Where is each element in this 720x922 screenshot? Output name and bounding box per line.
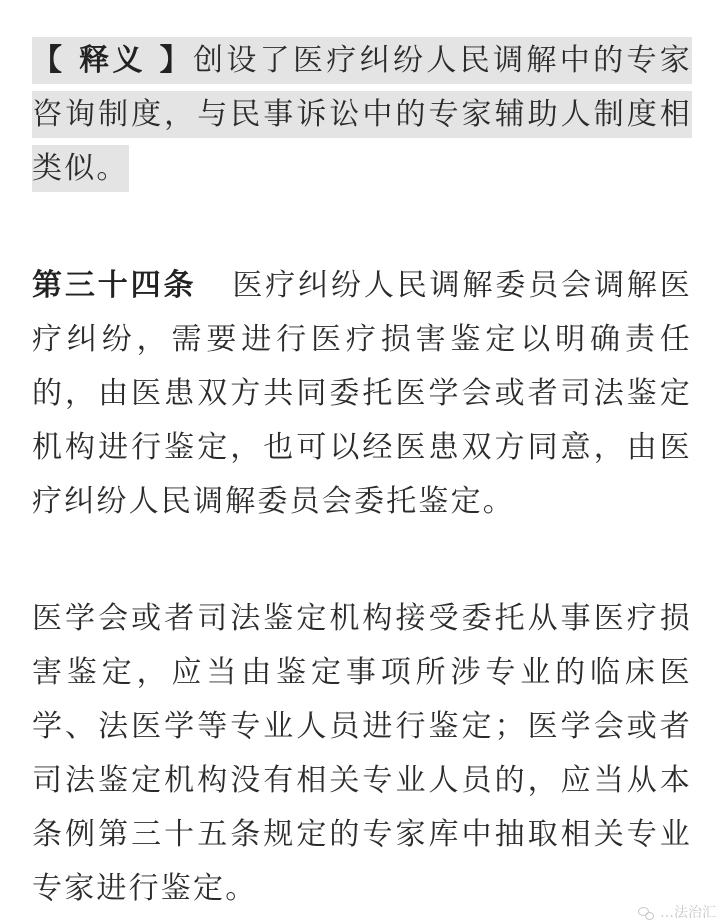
article-text-1: 医疗纠纷人民调解委员会调解医疗纠纷，需要进行医疗损害鉴定以明确责任的，由医患双方共同委托医学会或者司法鉴定机构进行鉴定，也可以经医患双方同意，由医疗纠纷人民调解委员会委托鉴定。	[32, 268, 692, 519]
article-text-2: 医学会或者司法鉴定机构接受委托从事医疗损害鉴定，应当由鉴定事项所涉专业的临床医学、法医学等专业人员进行鉴定；医学会或者司法鉴定机构没有相关专业人员的，应当从本条例第三十五条规定的专家库中抽取相关专业专家进行鉴定。	[32, 601, 692, 906]
interpretation-note	[32, 34, 692, 196]
document-body	[32, 34, 692, 916]
interpretation-tag: 【 释义 】	[32, 43, 193, 78]
article-number: 第三十四条	[32, 268, 197, 303]
interpretation-text: 创设了医疗纠纷人民调解中的专家咨询制度，与民事诉讼中的专家辅助人制度相类似。	[32, 43, 693, 186]
watermark-text: …法治汇	[660, 905, 716, 921]
wechat-icon	[638, 907, 654, 919]
article-paragraph-2	[32, 592, 692, 916]
article-paragraph-1	[32, 259, 692, 529]
source-watermark	[638, 904, 716, 922]
highlighted-text	[32, 37, 692, 192]
